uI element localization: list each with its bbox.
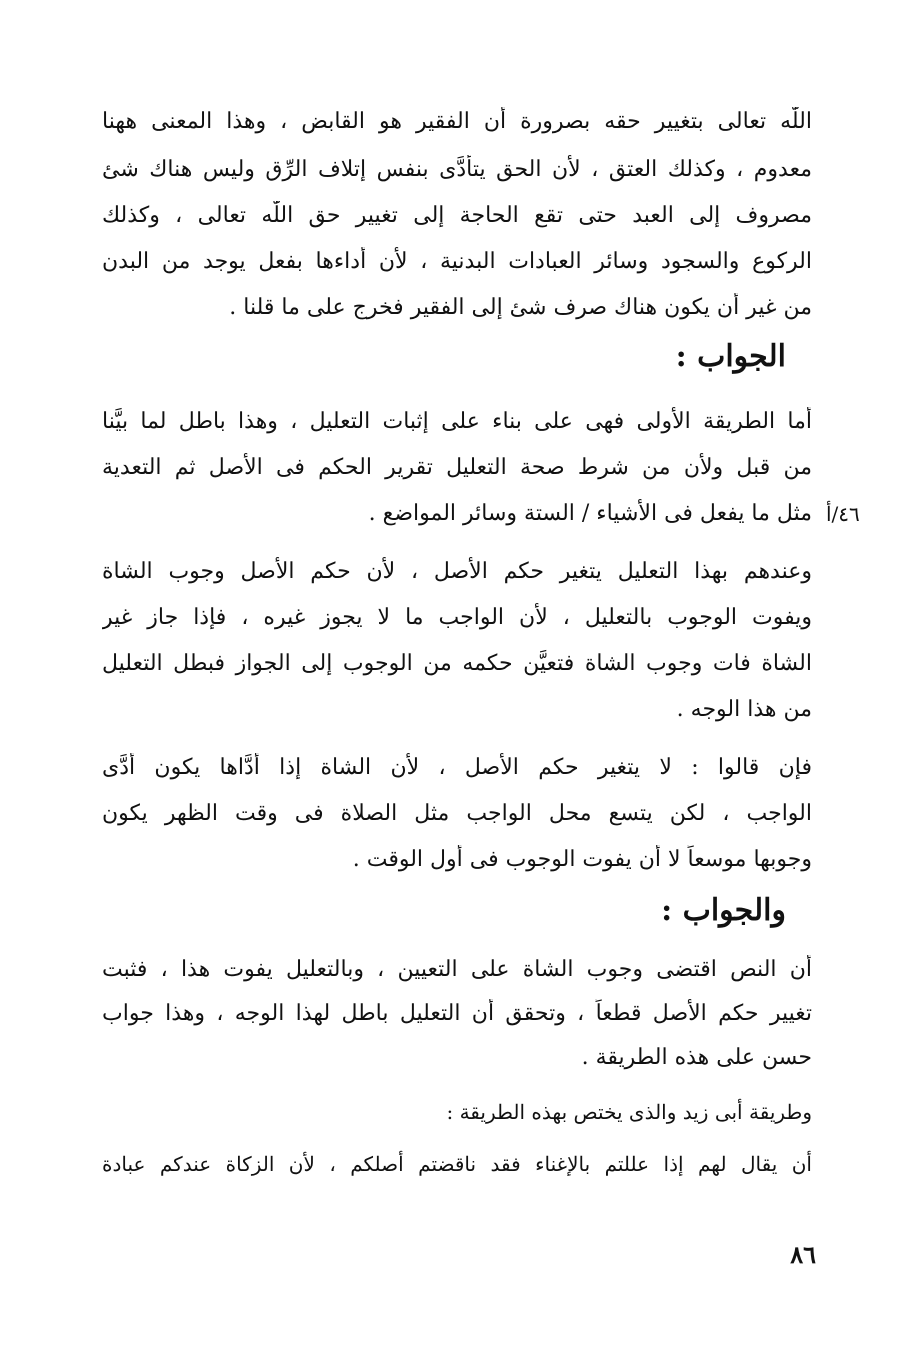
text-line: ويفوت الوجوب بالتعليل ، لأن الواجب ما لا يجوز غيره ، فإذا جاز غير xyxy=(102,605,812,630)
text-line: أما الطريقة الأولى فهى على بناء على إثبات التعليل ، وهذا باطل لما بيَّنا xyxy=(102,409,812,434)
text-line: الواجب ، لكن يتسع محل الواجب مثل الصلاة فى وقت الظهر يكون xyxy=(102,801,812,826)
text-line: وطريقة أبى زيد والذى يختص بهذه الطريقة : xyxy=(446,1100,812,1124)
text-line: الشاة فات وجوب الشاة فتعيَّن حكمه من الوجوب إلى الجواز فبطل التعليل xyxy=(102,651,812,676)
section-heading: والجواب : xyxy=(661,893,786,928)
text-line: معدوم ، وكذلك العتق ، لأن الحق يتأدَّى بنفس إتلاف الرِّق وليس هناك شئ xyxy=(102,157,812,182)
section-heading: الجواب : xyxy=(675,339,786,374)
text-line: أن يقال لهم إذا عللتم بالإغناء فقد ناقضتم أصلكم ، لأن الزكاة عندكم عبادة xyxy=(102,1152,812,1176)
text-line: وعندهم بهذا التعليل يتغير حكم الأصل ، لأن حكم الأصل وجوب الشاة xyxy=(102,559,812,584)
text-line: حسن على هذه الطريقة . xyxy=(581,1045,812,1070)
text-line: الركوع والسجود وسائر العبادات البدنية ، لأن أداءها بفعل يوجد من البدن xyxy=(102,249,812,274)
text-line: من قبل ولأن من شرط صحة التعليل تقرير الحكم فى الأصل ثم التعدية xyxy=(102,455,812,480)
text-line: من هذا الوجه . xyxy=(676,697,812,722)
text-line: من غير أن يكون هناك صرف شئ إلى الفقير فخرج على ما قلنا . xyxy=(229,295,812,320)
page-number: ٨٦ xyxy=(790,1240,816,1269)
margin-folio-note: ٤٦/أ xyxy=(826,502,860,526)
text-line: فإن قالوا : لا يتغير حكم الأصل ، لأن الشاة إذا أدَّاها يكون أدَّى xyxy=(102,755,812,780)
text-line: مثل ما يفعل فى الأشياء / الستة وسائر المواضع . xyxy=(368,501,812,526)
text-line: أن النص اقتضى وجوب الشاة على التعيين ، وبالتعليل يفوت هذا ، فثبت xyxy=(102,957,812,982)
text-line: وجوبها موسعاً لا أن يفوت الوجوب فى أول الوقت . xyxy=(352,847,812,872)
text-line: اللّٰه تعالى بتغيير حقه بصرورة أن الفقير هو القابض ، وهذا المعنى ههنا xyxy=(102,109,812,134)
text-line: مصروف إلى العبد حتى تقع الحاجة إلى تغيير حق اللّٰه تعالى ، وكذلك xyxy=(102,203,812,228)
text-line: تغيير حكم الأصل قطعاً ، وتحقق أن التعليل باطل لهذا الوجه ، وهذا جواب xyxy=(102,1001,812,1026)
